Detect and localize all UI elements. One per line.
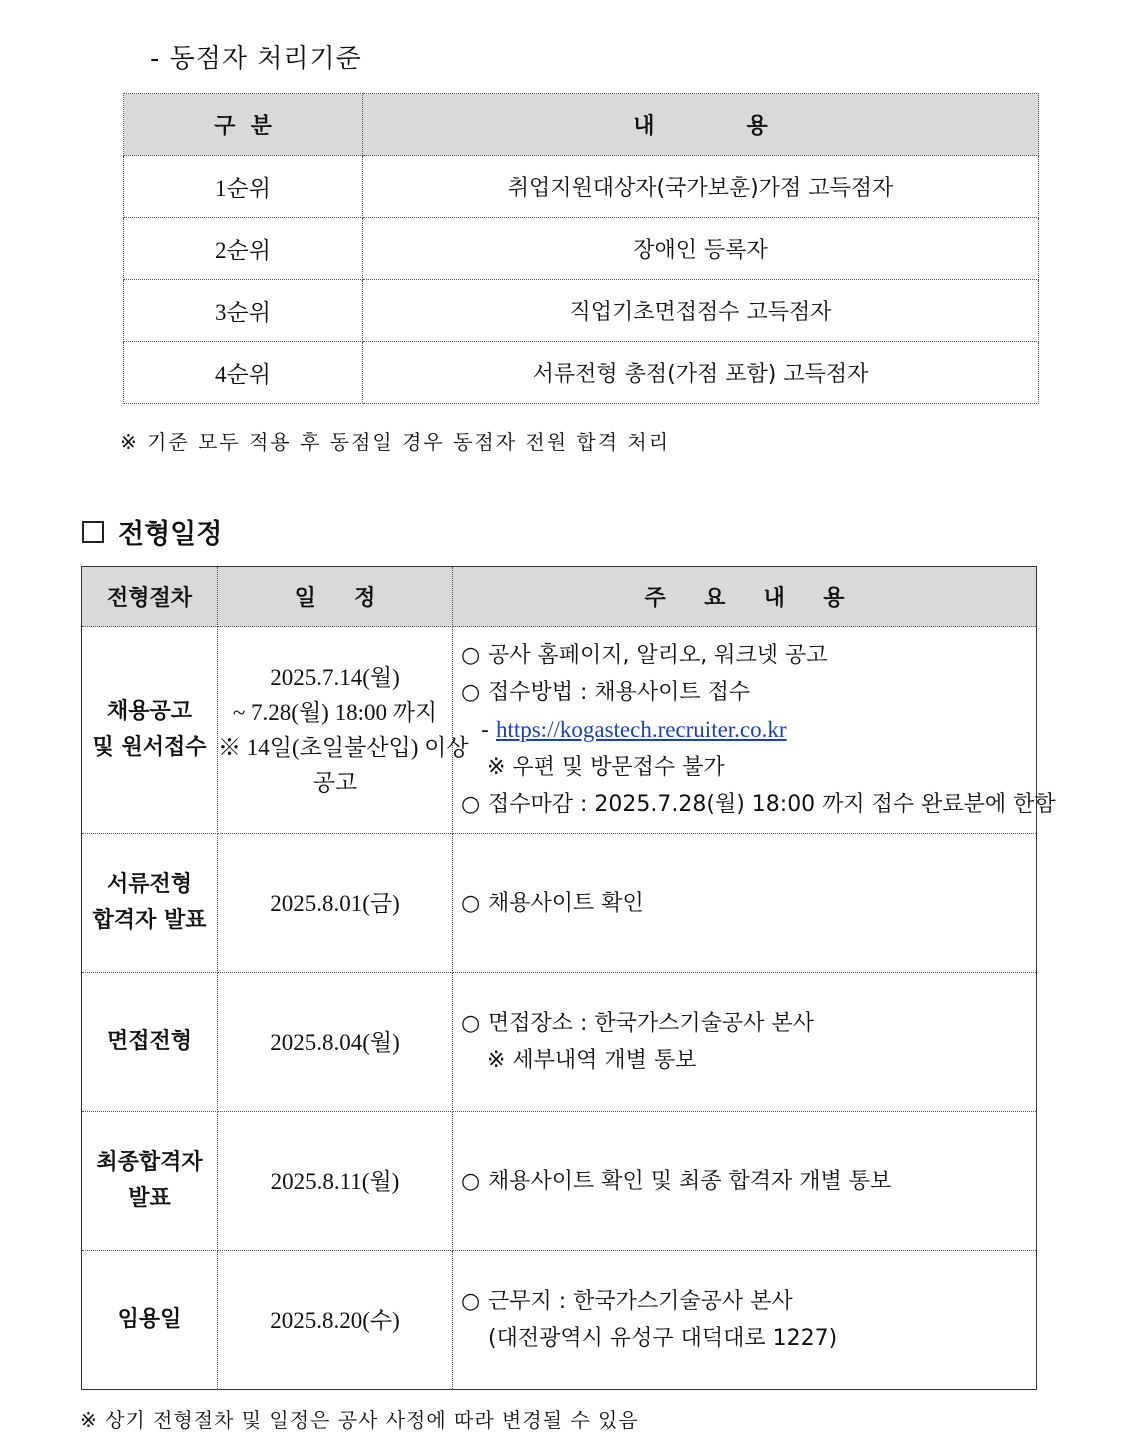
- table-row: [82, 973, 1037, 1112]
- schedule-note: ※ 상기 전형절차 및 일정은 공사 사정에 따라 변경될 수 있음: [80, 1408, 639, 1432]
- circle-bullet-icon: ○: [461, 792, 481, 817]
- schedule-section-title: [82, 512, 222, 551]
- content-line: [461, 1005, 1036, 1042]
- content-cell: [453, 1251, 1037, 1390]
- criteria-cell: 직업기초면접점수 고득점자: [363, 280, 1039, 342]
- criteria-cell: 서류전형 총점(가점 포함) 고득점자: [363, 342, 1039, 404]
- table-row: [124, 342, 1039, 404]
- step-line: 채용공고: [106, 699, 192, 724]
- date-cell: [218, 627, 469, 834]
- table-row: [82, 627, 1037, 834]
- step-line: 최종합격자: [96, 1150, 203, 1175]
- step-cell: [82, 834, 218, 973]
- table-header-row: [82, 567, 1037, 627]
- rank-cell: 1순위: [124, 156, 363, 218]
- content-cell: [453, 1112, 1037, 1251]
- header-category: 구 분: [124, 94, 363, 156]
- content-cell: [453, 834, 1037, 973]
- date-line: 2025.7.14(월): [270, 665, 400, 690]
- rank-cell: 3순위: [124, 280, 363, 342]
- circle-bullet-icon: ○: [461, 890, 481, 916]
- recruit-site-link[interactable]: https://kogastech.recruiter.co.kr: [495, 717, 787, 742]
- header-content: 내 용: [363, 94, 1039, 156]
- step-line: 및 원서접수: [92, 735, 207, 760]
- tie-rule-heading: - 동점자 처리기준: [150, 44, 362, 74]
- content-text: 채용사이트 확인: [488, 890, 644, 916]
- tie-rule-table: [123, 93, 1039, 404]
- content-line: [461, 1163, 1036, 1200]
- dash-marker: -: [481, 718, 489, 743]
- date-line: 공고: [312, 770, 358, 795]
- step-line: 임용일: [117, 1307, 182, 1332]
- step-line: 면접전형: [106, 1029, 192, 1054]
- date-line: ※ 14일(초일불산입) 이상: [218, 735, 469, 760]
- date-cell: 2025.8.01(금): [218, 834, 453, 973]
- content-line: [461, 786, 1056, 823]
- table-row: [82, 1251, 1037, 1390]
- table-row: [124, 218, 1039, 280]
- content-line: [461, 885, 1036, 922]
- date-cell: 2025.8.20(수): [218, 1251, 453, 1390]
- content-text: 근무지 : 한국가스기술공사 본사: [488, 1289, 793, 1314]
- date-cell: 2025.8.04(월): [218, 973, 453, 1112]
- content-cell: [453, 973, 1037, 1112]
- criteria-cell: 취업지원대상자(국가보훈)가점 고득점자: [363, 156, 1039, 218]
- content-text: 접수방법 : 채용사이트 접수: [488, 680, 751, 705]
- step-cell: [82, 973, 218, 1112]
- date-cell: 2025.8.11(월): [218, 1112, 453, 1251]
- step-line: 발표: [128, 1186, 171, 1211]
- content-text: 접수마감 : 2025.7.28(월) 18:00 까지 접수 완료분에 한함: [488, 792, 1056, 817]
- circle-bullet-icon: ○: [461, 643, 481, 668]
- content-line: [461, 1283, 1036, 1320]
- step-cell: [82, 627, 218, 834]
- circle-bullet-icon: ○: [461, 1011, 481, 1036]
- table-row: [124, 156, 1039, 218]
- rank-cell: 4순위: [124, 342, 363, 404]
- content-text: 면접장소 : 한국가스기술공사 본사: [488, 1011, 814, 1036]
- header-content: 주 요 내 용: [453, 567, 1037, 627]
- rank-cell: 2순위: [124, 218, 363, 280]
- content-line: [461, 674, 1036, 711]
- step-cell: [82, 1251, 218, 1390]
- circle-bullet-icon: ○: [461, 1168, 481, 1194]
- content-text: 채용사이트 확인 및 최종 합격자 개별 통보: [488, 1168, 892, 1194]
- content-note: ※ 우편 및 방문접수 불가: [487, 755, 725, 780]
- table-row: [124, 280, 1039, 342]
- content-line: [461, 637, 1036, 674]
- content-cell: [453, 627, 1056, 834]
- step-cell: [82, 1112, 218, 1251]
- header-date: 일 정: [218, 567, 453, 627]
- circle-bullet-icon: ○: [461, 680, 481, 705]
- schedule-title-text: 전형일정: [118, 519, 223, 550]
- step-line: 합격자 발표: [92, 908, 207, 933]
- circle-bullet-icon: ○: [461, 1289, 481, 1314]
- content-line: (대전광역시 유성구 대덕대로 1227): [488, 1326, 838, 1351]
- table-row: [82, 834, 1037, 973]
- square-bullet-icon: [82, 521, 104, 543]
- step-line: 서류전형: [106, 872, 192, 897]
- table-row: [82, 1112, 1037, 1251]
- date-line: ~ 7.28(월) 18:00 까지: [232, 700, 438, 725]
- tie-rule-note: ※ 기준 모두 적용 후 동점일 경우 동점자 전원 합격 처리: [120, 430, 671, 454]
- content-text: 공사 홈페이지, 알리오, 워크넷 공고: [488, 643, 828, 668]
- content-note: ※ 세부내역 개별 통보: [487, 1048, 697, 1073]
- table-header-row: [124, 94, 1039, 156]
- criteria-cell: 장애인 등록자: [363, 218, 1039, 280]
- content-line: [461, 711, 1036, 749]
- schedule-table: [81, 566, 1056, 1390]
- header-step: 전형절차: [82, 567, 218, 627]
